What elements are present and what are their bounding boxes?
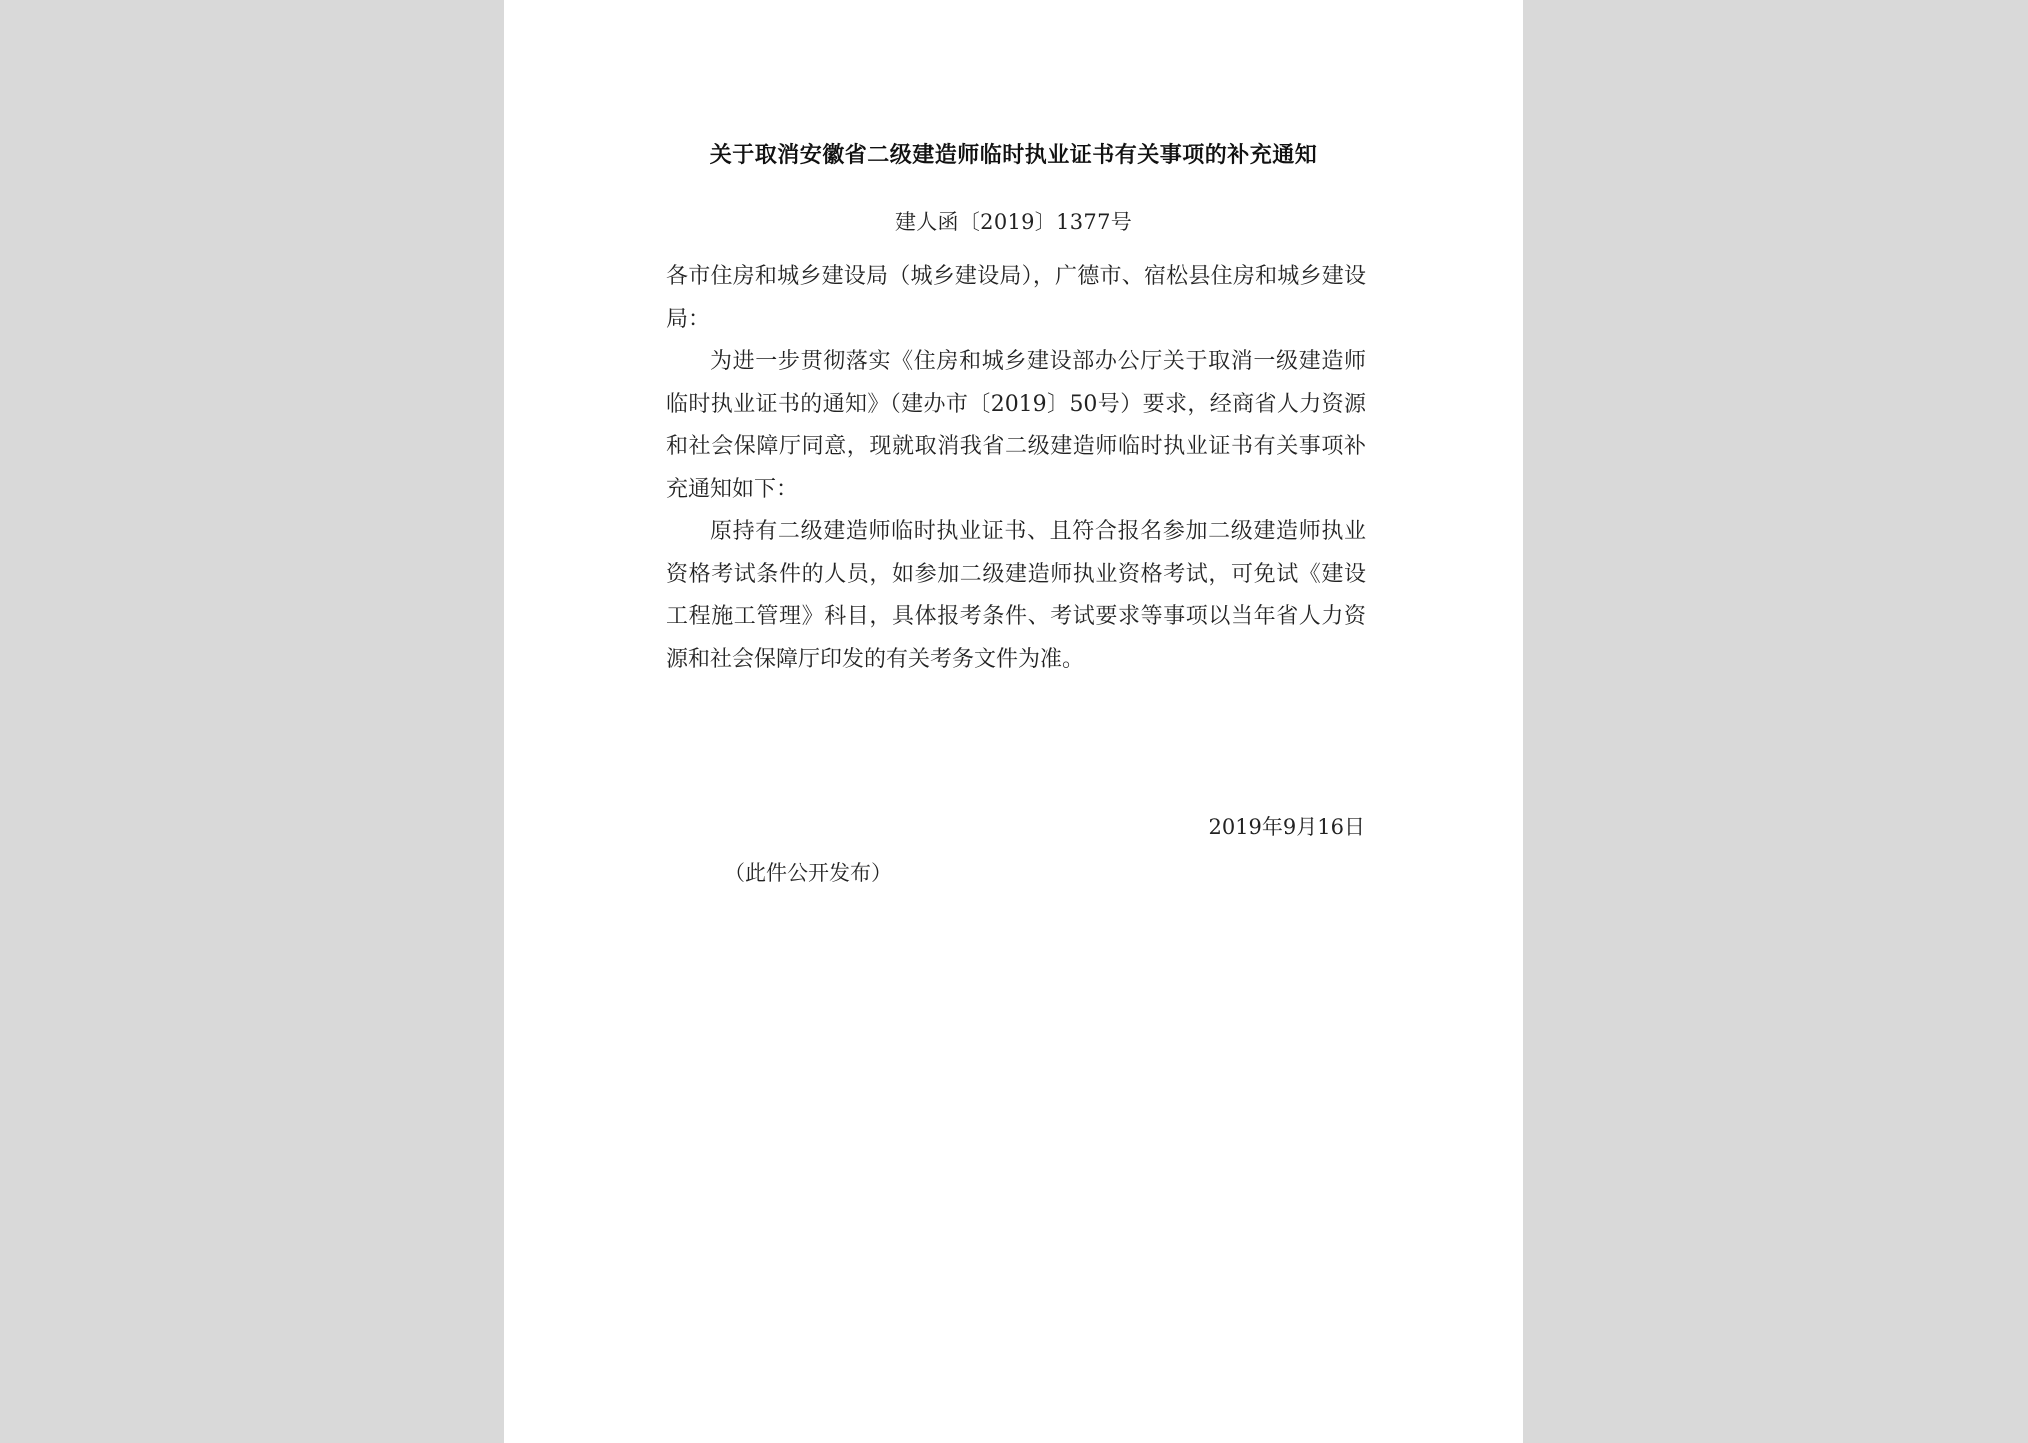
document-number: 建人函〔2019〕1377号 bbox=[894, 210, 1133, 234]
release-note: （此件公开发布） bbox=[724, 861, 892, 885]
issue-date: 2019年9月16日 bbox=[1208, 815, 1365, 839]
document-body bbox=[666, 256, 1366, 681]
document-page bbox=[504, 0, 1523, 1443]
body-paragraph-1: 为进一步贯彻落实《住房和城乡建设部办公厅关于取消一级建造师临时执业证书的通知》（建办市〔2019〕50号）要求，经商省人力资源和社会保障厅同意，现就取消我省二级建造师临时执业证书有关事项补充通知如下： bbox=[666, 349, 1366, 502]
document-title: 关于取消安徽省二级建造师临时执业证书有关事项的补充通知 bbox=[709, 143, 1318, 168]
salutation: 各市住房和城乡建设局（城乡建设局），广德市、宿松县住房和城乡建设局： bbox=[666, 264, 1366, 332]
body-paragraph-2: 原持有二级建造师临时执业证书、且符合报名参加二级建造师执业资格考试条件的人员，如参加二级建造师执业资格考试，可免试《建设工程施工管理》科目，具体报考条件、考试要求等事项以当年省人力资源和社会保障厅印发的有关考务文件为准。 bbox=[666, 519, 1366, 672]
